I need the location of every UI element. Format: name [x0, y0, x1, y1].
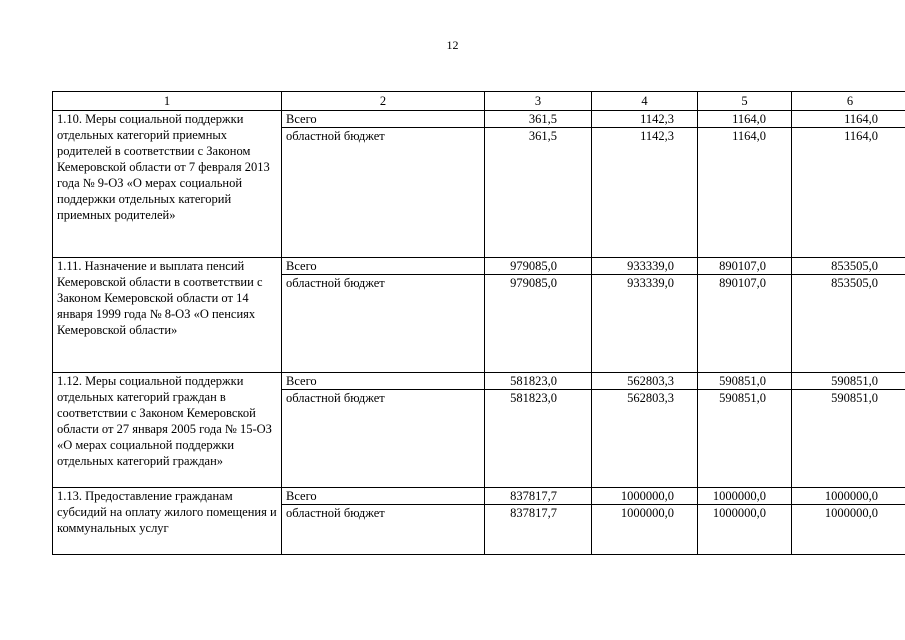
value-cell: 361,5: [528, 112, 557, 126]
value-cell: 361,5: [528, 129, 557, 143]
value-cell: 837817,7: [510, 489, 557, 503]
value-cell: 1164,0: [732, 129, 766, 143]
value-cell: 1164,0: [732, 112, 766, 126]
column-header: 6: [792, 92, 905, 111]
column-number-row: [53, 92, 905, 111]
column-header: 5: [698, 92, 792, 111]
source-cell: Всего: [282, 111, 485, 128]
table-row: [53, 488, 905, 505]
value-cell: 853505,0: [831, 276, 878, 290]
measure-description: 1.11. Назначение и выплата пенсий Кемеровской области в соответствии с Законом Кемеровской области от 14 января 1999 года № 8-ОЗ «О пенсиях Кемеровской области»: [53, 258, 282, 373]
value-cell: 590851,0: [831, 374, 878, 388]
value-cell: 1000000,0: [620, 489, 674, 503]
value-cell: 1000000,0: [620, 506, 674, 520]
value-cell: 581823,0: [510, 374, 557, 388]
column-header: 2: [282, 92, 485, 111]
value-cell: 853505,0: [831, 259, 878, 273]
table-row: [53, 258, 905, 275]
value-cell: 1000000,0: [824, 506, 878, 520]
source-cell: Всего: [282, 488, 485, 505]
table-row: [53, 373, 905, 390]
value-cell: 979085,0: [510, 259, 557, 273]
source-cell: областной бюджет: [282, 275, 485, 373]
value-cell: 890107,0: [719, 259, 766, 273]
source-cell: Всего: [282, 258, 485, 275]
source-cell: областной бюджет: [282, 505, 485, 555]
value-cell: 1164,0: [844, 129, 878, 143]
value-cell: 1000000,0: [712, 489, 766, 503]
value-cell: 1000000,0: [712, 506, 766, 520]
table-row: [53, 111, 905, 128]
measure-description: 1.13. Предоставление гражданам субсидий на оплату жилого помещения и коммунальных услуг: [53, 488, 282, 555]
source-cell: областной бюджет: [282, 390, 485, 488]
value-cell: 590851,0: [831, 391, 878, 405]
value-cell: 590851,0: [719, 374, 766, 388]
value-cell: 1000000,0: [824, 489, 878, 503]
value-cell: 1142,3: [640, 112, 674, 126]
value-cell: 1142,3: [640, 129, 674, 143]
value-cell: 933339,0: [627, 259, 674, 273]
page-number: 12: [446, 38, 459, 52]
value-cell: 581823,0: [510, 391, 557, 405]
column-header: 3: [485, 92, 592, 111]
value-cell: 837817,7: [510, 506, 557, 520]
value-cell: 979085,0: [510, 276, 557, 290]
column-header: 1: [53, 92, 282, 111]
measure-description: 1.10. Меры социальной поддержки отдельных категорий приемных родителей в соответствии с Законом Кемеровской области от 7 февраля 2013 года № 9-ОЗ «О мерах социальной поддержки отдельных категорий приемных родителей»: [53, 111, 282, 258]
value-cell: 590851,0: [719, 391, 766, 405]
value-cell: 562803,3: [627, 391, 674, 405]
source-cell: Всего: [282, 373, 485, 390]
column-header: 4: [592, 92, 698, 111]
value-cell: 933339,0: [627, 276, 674, 290]
value-cell: 562803,3: [627, 374, 674, 388]
measure-description: 1.12. Меры социальной поддержки отдельных категорий граждан в соответствии с Законом Кемеровской области от 27 января 2005 года № 15-ОЗ «О мерах социальной поддержки отдельных категорий граждан»: [53, 373, 282, 488]
source-cell: областной бюджет: [282, 128, 485, 258]
value-cell: 890107,0: [719, 276, 766, 290]
value-cell: 1164,0: [844, 112, 878, 126]
budget-table: [52, 91, 905, 555]
